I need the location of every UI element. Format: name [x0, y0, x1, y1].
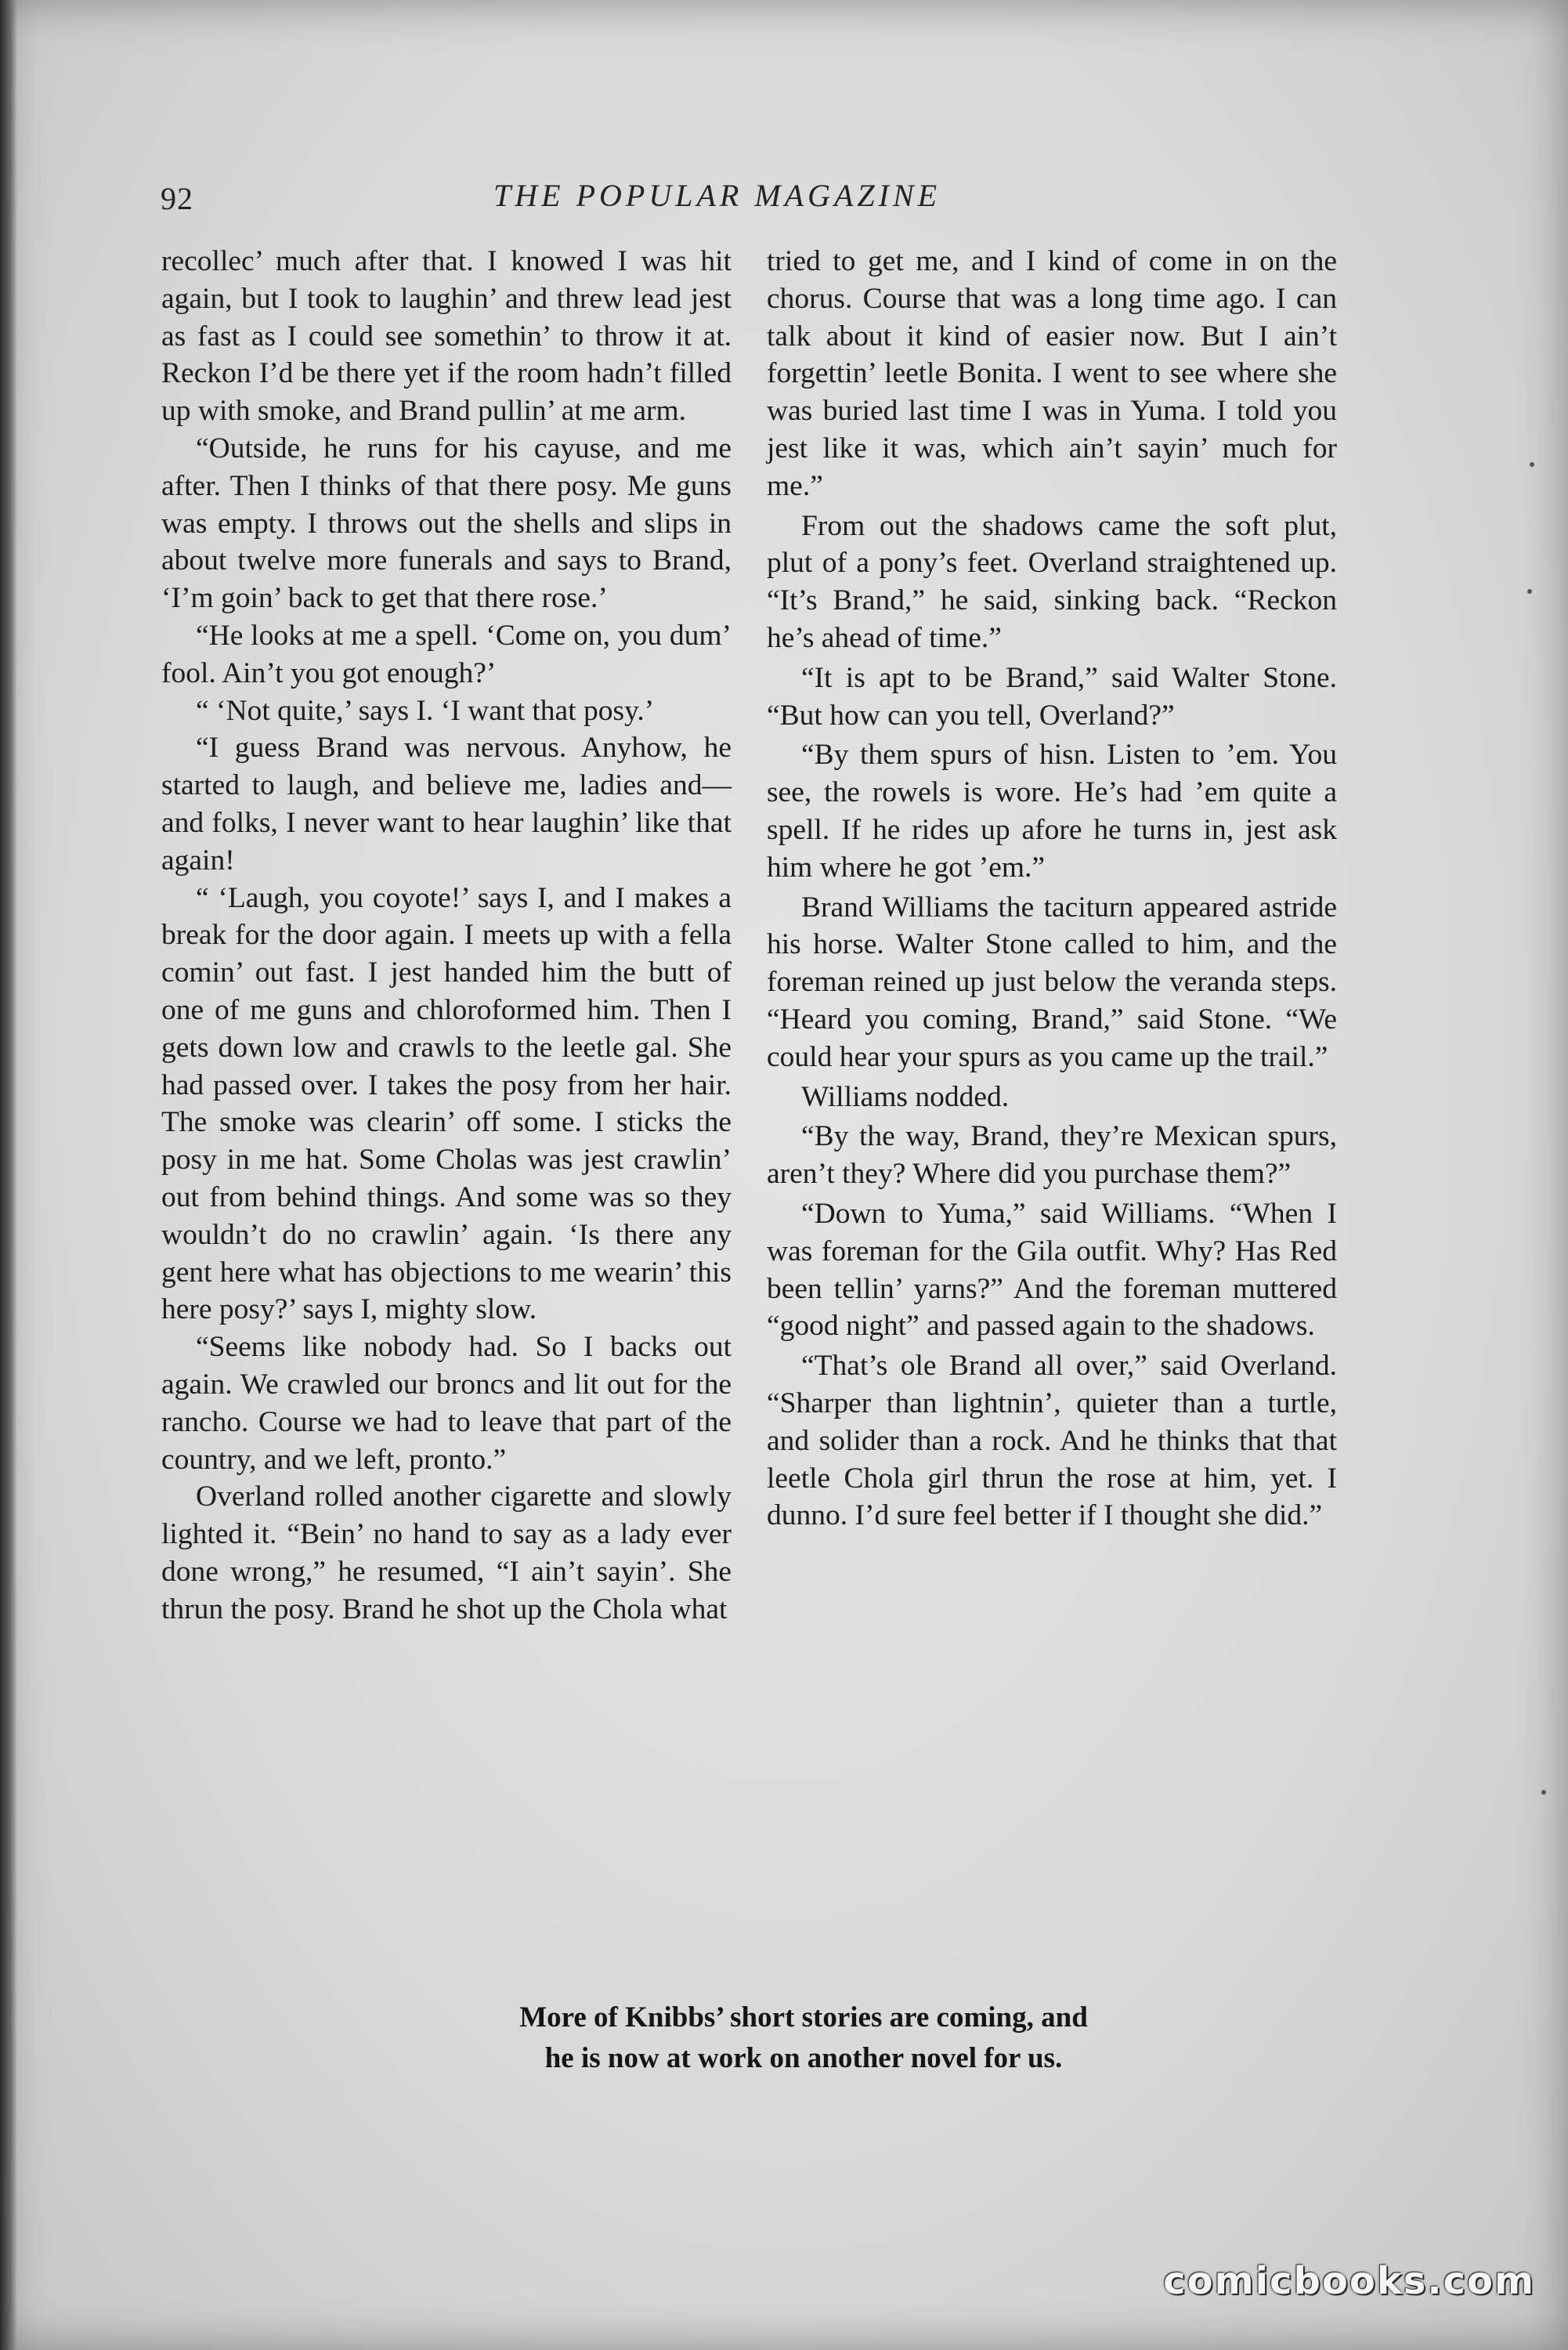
paragraph: Williams nodded.: [801, 1080, 1010, 1113]
paragraph: “Down to Yuma,” said Williams. “When I was foreman for the Gila outfit. Why? Has Red been tellin’ yarns?” And the foreman muttered “good night” and passed again to the shadows.: [767, 1197, 1337, 1343]
paper-speck: [1527, 589, 1532, 594]
paragraph: From out the shadows came the soft plut, plut of a pony’s feet. Overland straightened up. “It’s Brand,” he said, sinking back. “Reckon he’s ahead of time.”: [767, 509, 1337, 654]
paragraph: “It is apt to be Brand,” said Walter Stone. “But how can you tell, Overland?”: [767, 661, 1337, 732]
editorial-note-line: he is now at work on another novel for us.: [544, 2042, 1063, 2074]
paragraph: “ ‘Not quite,’ says I. ‘I want that posy.’: [196, 694, 655, 727]
paragraph: “Seems like nobody had. So I backs out again. We crawled our broncs and lit out for the rancho. Course we had to leave that part of the country, and we left, pronto.”: [161, 1331, 732, 1476]
right-column: [767, 243, 1337, 1535]
paragraph: “That’s ole Brand all over,” said Overland. “Sharper than lightnin’, quieter than a turtle, and solider than a rock. And he thinks that that leetle Chola girl thrun the rose at him, yet. I dunno. I’d sure feel better if I thought she did.”: [767, 1350, 1337, 1532]
paragraph: “Outside, he runs for his cayuse, and me after. Then I thinks of that there posy. Me guns was empty. I throws out the shells and slips in about twelve more funerals and says to Brand, ‘I’m goin’ back to get that there rose.’: [161, 432, 732, 615]
paper-speck: [1530, 462, 1534, 467]
running-title: THE POPULAR MAGAZINE: [493, 178, 941, 213]
paragraph: “I guess Brand was nervous. Anyhow, he started to laugh, and believe me, ladies and—and folks, I never want to hear laughin’ like that again!: [161, 732, 732, 877]
paragraph: Brand Williams the taciturn appeared astride his horse. Walter Stone called to him, and the foreman reined up just below the veranda steps. “Heard you coming, Brand,” said Stone. “We could hear your spurs as you came up the trail.”: [767, 891, 1337, 1073]
paragraph: Overland rolled another cigarette and slowly lighted it. “Bein’ no hand to say as a lady ever done wrong,” he resumed, “I ain’t sayin’. She thrun the posy. Brand he shot up the Chola what: [161, 1480, 732, 1625]
paragraph: “By them spurs of hisn. Listen to ’em. You see, the rowels is wore. He’s had ’em quite a spell. If he rides up afore he turns in, jest ask him where he got ’em.”: [767, 739, 1337, 884]
paragraph: “By the way, Brand, they’re Mexican spurs, aren’t they? Where did you purchase them?”: [767, 1120, 1337, 1191]
paragraph: “He looks at me a spell. ‘Come on, you dum’ fool. Ain’t you got enough?’: [161, 619, 732, 689]
watermark-logo: comicbooks.com: [1163, 2259, 1535, 2303]
paper-speck: [1541, 1790, 1546, 1795]
page-number: 92: [161, 181, 193, 216]
paragraph: tried to get me, and I kind of come in on the chorus. Course that was a long time ago. I can talk about it kind of easier now. But I ain’t forgettin’ leetle Bonita. I went to see where she was buried last time I was in Yuma. I told you jest like it was, which ain’t sayin’ much for me.”: [767, 245, 1337, 502]
page-header: [161, 174, 1335, 221]
editorial-note: [0, 1998, 1568, 2079]
paragraph: “ ‘Laugh, you coyote!’ says I, and I makes a break for the door again. I meets up with a fella comin’ out fast. I jest handed him the butt of one of me guns and chloroformed him. Then I gets down low and crawls to the leetle gal. She had passed over. I takes the posy from her hair. The smoke was clearin’ off some. I sticks the posy in me hat. Some Cholas was jest crawlin’ out from behind things. And some was so they wouldn’t do no crawlin’ again. ‘Is there any gent here what has objections to me wearin’ this here posy?’ says I, mighty slow.: [161, 881, 732, 1326]
paragraph: recollec’ much after that. I knowed I was hit again, but I took to laughin’ and threw lead jest as fast as I could see somethin’ to throw it at. Reckon I’d be there yet if the room hadn’t filled up with smoke, and Brand pullin’ at me arm.: [161, 245, 732, 428]
left-column: [161, 243, 732, 1628]
editorial-note-line: More of Knibbs’ short stories are coming, and: [519, 2001, 1088, 2034]
